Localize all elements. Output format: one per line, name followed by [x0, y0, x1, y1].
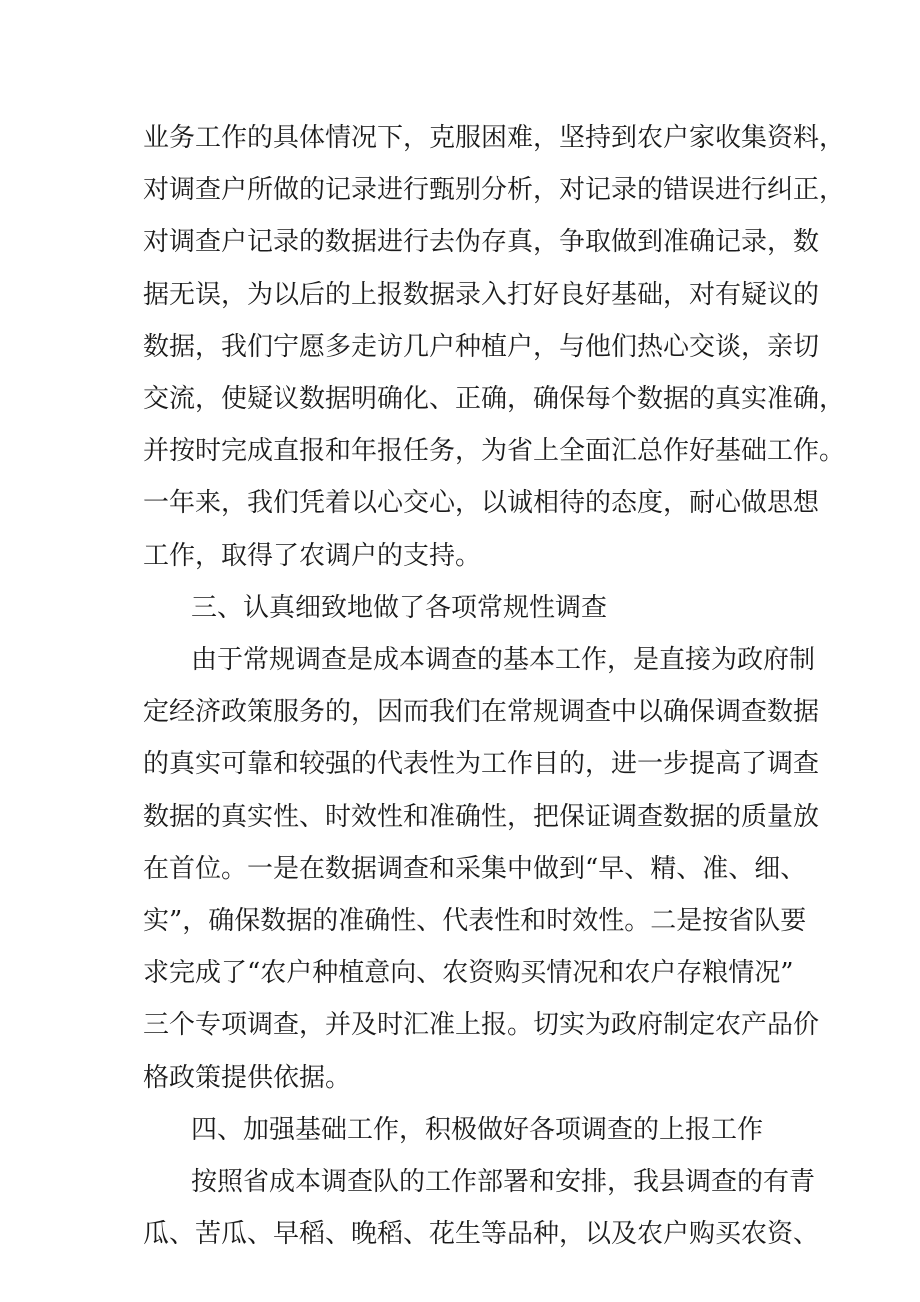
paragraph-line: 由于常规调查是成本调查的基本工作，是直接为政府制 — [191, 645, 816, 675]
paragraph-line: 一年来，我们凭着以心交心，以诚相待的态度，耐心做思想 — [143, 488, 820, 518]
paragraph-line: 交流，使疑议数据明确化、正确，确保每个数据的真实准确， — [143, 384, 846, 414]
paragraph-line: 对调查户所做的记录进行甄别分析，对记录的错误进行纠正， — [143, 175, 846, 205]
paragraph-line: 瓜、苦瓜、早稻、晚稻、花生等品种，以及农户购买农资、 — [143, 1219, 820, 1249]
paragraph-line: 数据的真实性、时效性和准确性，把保证调查数据的质量放 — [143, 802, 820, 832]
paragraph-line: 在首位。一是在数据调查和采集中做到“早、精、准、细、 — [143, 854, 807, 884]
paragraph-line: 的真实可靠和较强的代表性为工作目的，进一步提高了调查 — [143, 749, 820, 779]
section-heading: 三、认真细致地做了各项常规性调查 — [191, 593, 608, 623]
paragraph-line: 工作，取得了农调户的支持。 — [143, 541, 482, 571]
paragraph-line: 实”，确保数据的准确性、代表性和时效性。二是按省队要 — [143, 906, 807, 936]
paragraph-line: 对调查户记录的数据进行去伪存真，争取做到准确记录，数 — [143, 227, 820, 257]
paragraph-line: 三个专项调查，并及时汇准上报。切实为政府制定农产品价 — [143, 1010, 820, 1040]
section-heading: 四、加强基础工作，积极做好各项调查的上报工作 — [191, 1115, 764, 1145]
paragraph-line: 求完成了“农户种植意向、农资购买情况和农户存粮情况” — [143, 958, 794, 988]
paragraph-line: 业务工作的具体情况下，克服困难，坚持到农户家收集资料， — [143, 123, 846, 153]
paragraph-line: 据无误，为以后的上报数据录入打好良好基础，对有疑议的 — [143, 280, 820, 310]
paragraph-line: 格政策提供依据。 — [143, 1063, 352, 1093]
paragraph-line: 定经济政策服务的，因而我们在常规调查中以确保调查数据 — [143, 697, 820, 727]
paragraph-line: 按照省成本调查队的工作部署和安排，我县调查的有青 — [191, 1167, 816, 1197]
paragraph-line: 数据，我们宁愿多走访几户种植户，与他们热心交谈，亲切 — [143, 332, 820, 362]
paragraph-line: 并按时完成直报和年报任务，为省上全面汇总作好基础工作。 — [143, 436, 846, 466]
